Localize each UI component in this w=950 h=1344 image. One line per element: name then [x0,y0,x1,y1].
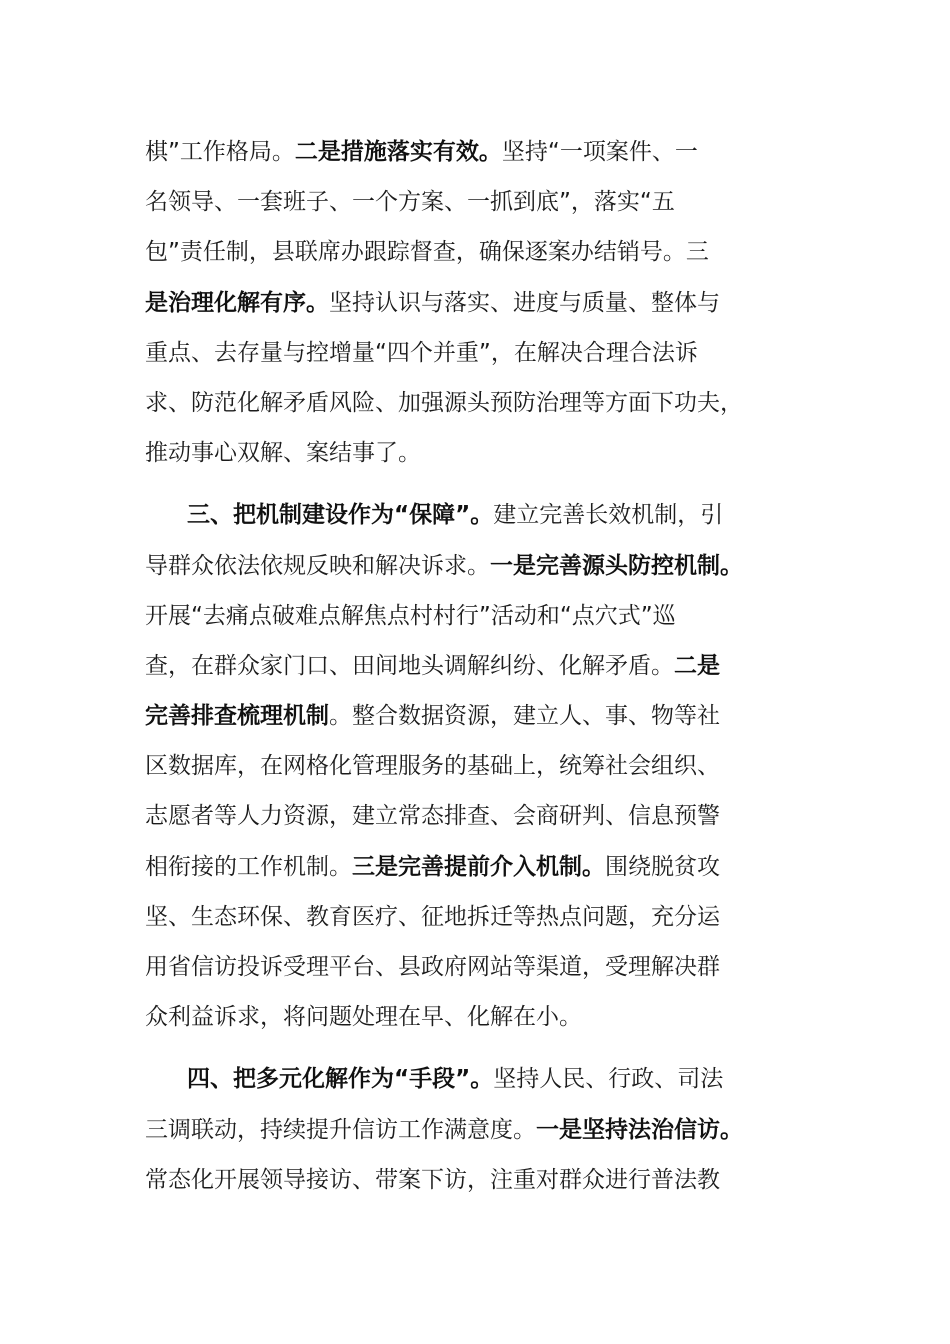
bold-heading-text: 二是措施落实有效。 [294,139,502,165]
text-line [145,741,805,791]
body-text: 。整合数据资源，建立人、事、物等社 [329,703,720,730]
bold-heading-text: 一是完善源头防控机制。 [490,552,743,579]
body-text: 常态化开展领导接访、带案下访，注重对群众进行普法教 [145,1166,720,1193]
text-line [145,942,805,992]
text-line [145,328,805,378]
text-line [145,892,805,942]
text-line [145,992,805,1042]
body-text: 三调联动，持续提升信访工作满意度。 [145,1116,536,1143]
bold-heading-text: 三、把机制建设作为“保障”。 [187,502,494,529]
bold-heading-text: 一是坚持法治信访。 [536,1116,743,1143]
text-line [145,177,805,227]
body-text: 众利益诉求，将问题处理在早、化解在小。 [145,1004,582,1031]
body-text: 名领导、一套班子、一个方案、一抓到底”，落实“五 [145,189,675,216]
bold-heading-text: 四、把多元化解作为“手段”。 [187,1066,494,1093]
body-text: 围绕脱贫攻 [605,853,720,880]
text-line [145,127,805,177]
body-text: 导群众依法依规反映和解决诉求。 [145,552,490,579]
body-text: 坚、生态环保、教育医疗、征地拆迁等热点问题，充分运 [145,903,720,930]
body-text: 棋”工作格局。 [145,139,295,165]
text-line [145,641,805,691]
text-line [145,227,805,277]
body-text: 用省信访投诉受理平台、县政府网站等渠道，受理解决群 [145,954,720,980]
body-text: 开展“去痛点破难点解焦点村村行”活动和“点穴式”巡 [145,602,676,629]
body-text: 坚持人民、行政、司法 [493,1066,724,1093]
body-text: 建立完善长效机制，引 [493,502,724,529]
body-text: 推动事心双解、案结事了。 [145,440,421,467]
bold-heading-text: 二是 [674,652,720,679]
document-body [145,127,805,1205]
text-line [145,378,805,428]
text-line [145,591,805,641]
bold-heading-text: 是治理化解有序。 [145,289,329,316]
text-line [145,541,805,591]
body-text: 相衔接的工作机制。 [145,853,352,880]
text-line [145,1054,805,1104]
bold-heading-text: 完善排查梳理机制 [145,703,329,730]
text-line [145,490,805,540]
body-text: 坚持认识与落实、进度与质量、整体与 [329,289,720,316]
body-text: 求、防范化解矛盾风险、加强源头预防治理等方面下功夫， [145,389,743,416]
body-text: 区数据库，在网格化管理服务的基础上，统筹社会组织、 [145,753,720,780]
text-line [145,428,805,478]
body-text: 包”责任制，县联席办跟踪督查，确保逐案办结销号。三 [145,239,709,266]
text-line [145,1105,805,1155]
text-line [145,842,805,892]
bold-heading-text: 三是完善提前介入机制。 [352,853,605,880]
text-line [145,691,805,741]
body-text: 坚持“一项案件、一 [501,139,698,165]
body-text: 志愿者等人力资源，建立常态排查、会商研判、信息预警 [145,803,720,830]
text-line [145,1155,805,1205]
text-line [145,791,805,841]
text-line [145,278,805,328]
body-text: 重点、去存量与控增量“四个并重”，在解决合理合法诉 [145,339,698,366]
body-text: 查，在群众家门口、田间地头调解纠纷、化解矛盾。 [145,652,674,679]
